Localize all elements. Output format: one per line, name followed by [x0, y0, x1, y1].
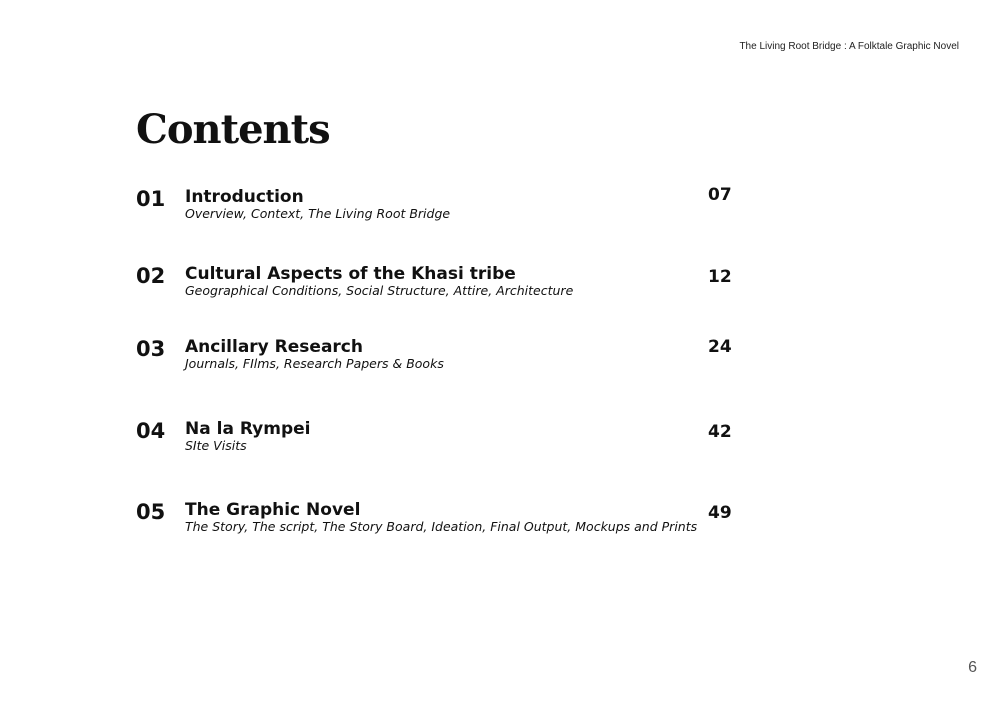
toc-entry-graphic-novel	[136, 502, 736, 546]
entry-page-number: 24	[708, 337, 732, 357]
entry-number: 03	[136, 337, 166, 361]
entry-page-number: 07	[708, 185, 732, 205]
entry-number: 04	[136, 419, 166, 443]
toc-entry-na-la-rympei	[136, 421, 736, 465]
page-number: 6	[968, 659, 977, 676]
entry-heading: The Graphic Novel	[185, 500, 361, 520]
page-title: Contents	[136, 106, 330, 153]
toc-entry-cultural-aspects	[136, 266, 736, 310]
toc-entry-introduction	[136, 185, 736, 233]
entry-heading: Cultural Aspects of the Khasi tribe	[185, 264, 516, 284]
entry-number: 01	[136, 187, 166, 211]
entry-heading: Na la Rympei	[185, 419, 311, 439]
entry-subtitle: Overview, Context, The Living Root Bridge	[185, 206, 451, 221]
entry-page-number: 42	[708, 422, 732, 442]
entry-subtitle: The Story, The script, The Story Board, Ideation, Final Output, Mockups and Prints	[185, 519, 698, 534]
toc-entry-ancillary-research	[136, 339, 736, 383]
entry-subtitle: Journals, FIlms, Research Papers & Books	[185, 356, 444, 371]
entry-page-number: 49	[708, 503, 732, 523]
entry-number: 02	[136, 264, 166, 288]
entry-page-number: 12	[708, 267, 732, 287]
entry-subtitle: SIte Visits	[185, 438, 247, 453]
running-header: The Living Root Bridge : A Folktale Graphic Novel	[739, 41, 959, 52]
entry-heading: Introduction	[185, 187, 304, 207]
entry-number: 05	[136, 500, 166, 524]
entry-subtitle: Geographical Conditions, Social Structure, Attire, Architecture	[185, 283, 574, 298]
entry-heading: Ancillary Research	[185, 337, 363, 357]
